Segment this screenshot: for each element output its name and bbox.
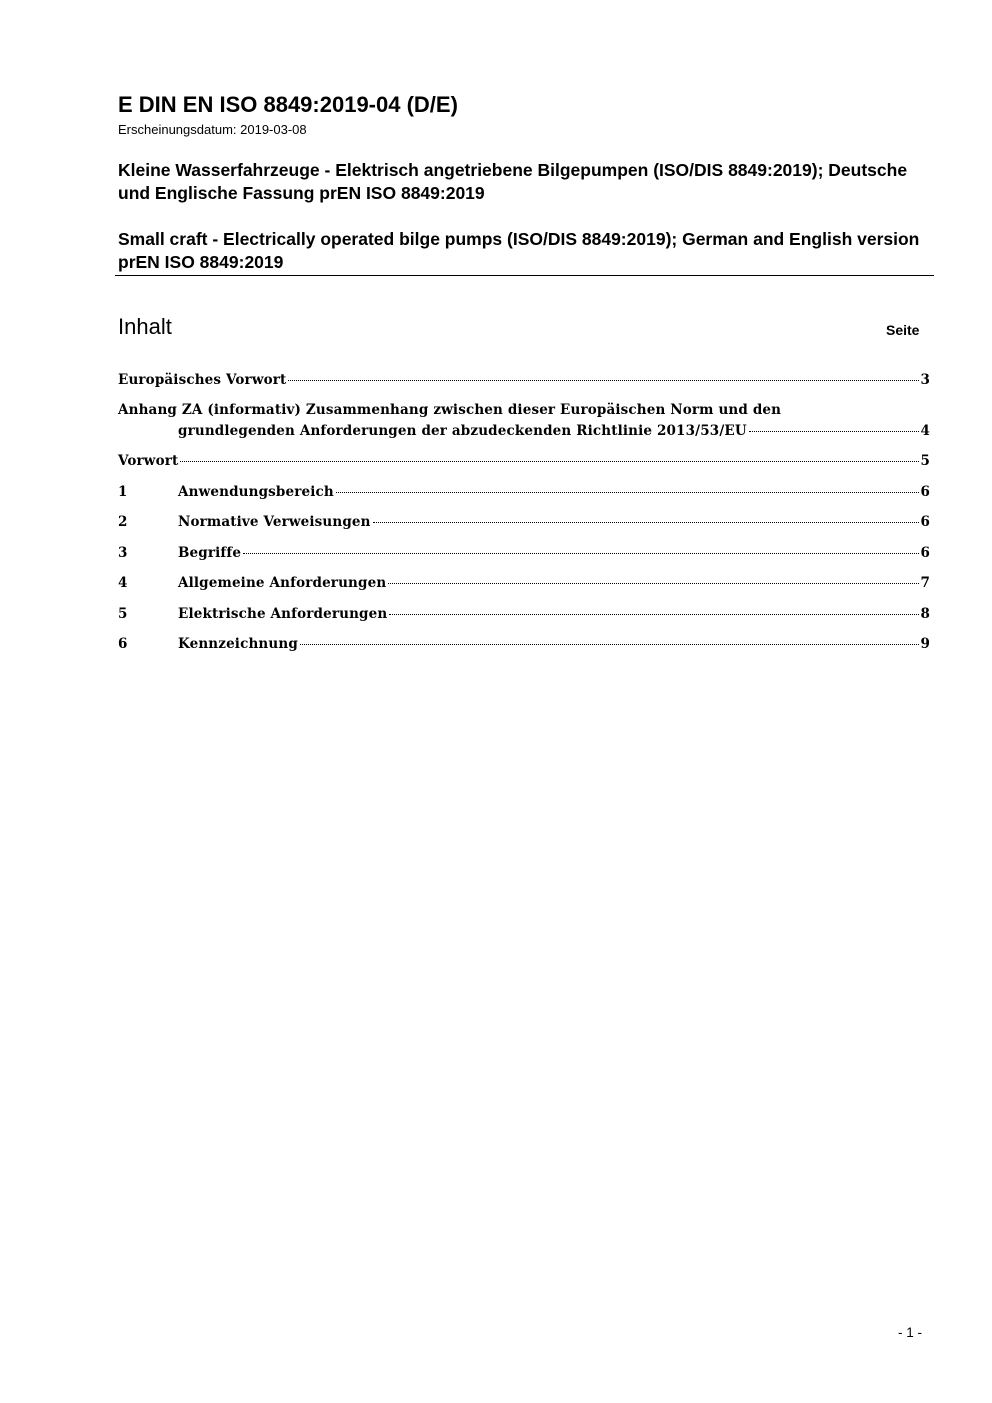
- toc-entry-general-requirements[interactable]: [118, 575, 930, 595]
- toc-entry-normative-references[interactable]: [118, 514, 930, 534]
- toc-entry-title: Anwendungsbereich: [178, 484, 334, 500]
- toc-entry-title: Begriffe: [178, 545, 242, 561]
- toc-entry-terms[interactable]: [118, 545, 930, 565]
- toc-entry-title: Anhang ZA (informativ) Zusammenhang zwischen dieser Europäischen Norm und den: [118, 402, 782, 418]
- toc-leader-dots: [300, 644, 920, 645]
- toc-entry-number: 2: [118, 514, 128, 530]
- toc-heading: Inhalt: [118, 314, 172, 339]
- toc-entry-page: 8: [920, 606, 930, 622]
- toc-entry-title: Vorwort: [118, 453, 179, 469]
- toc-entry-page: 6: [920, 484, 930, 500]
- toc-leader-dots: [243, 553, 919, 554]
- toc-entry-page: 9: [920, 636, 930, 652]
- toc-entry-page: 6: [920, 514, 930, 530]
- toc-entry-title: Allgemeine Anforderungen: [178, 575, 387, 591]
- toc-leader-dots: [388, 583, 919, 584]
- toc-entry-marking[interactable]: [118, 636, 930, 656]
- toc-entry-page: 4: [920, 423, 930, 439]
- toc-entry-number: 3: [118, 545, 128, 561]
- toc-entry-european-foreword[interactable]: [118, 372, 930, 392]
- toc-entry-title-continued: grundlegenden Anforderungen der abzudeckenden Richtlinie 2013/53/EU: [178, 423, 747, 439]
- toc-entry-annex-za-continued[interactable]: [118, 423, 930, 443]
- toc-entry-foreword[interactable]: [118, 453, 930, 473]
- toc-entry-title: Kennzeichnung: [178, 636, 298, 652]
- toc-leader-dots: [180, 461, 919, 462]
- toc-leader-dots: [389, 614, 919, 615]
- toc-entry-page: 6: [920, 545, 930, 561]
- publication-date: Erscheinungsdatum: 2019-03-08: [118, 122, 307, 137]
- toc-page-label: Seite: [886, 322, 920, 338]
- toc-entry-page: 3: [920, 372, 930, 388]
- toc-entry-electrical-requirements[interactable]: [118, 606, 930, 626]
- toc-entry-page: 5: [920, 453, 930, 469]
- page-number: - 1 -: [898, 1325, 923, 1340]
- table-of-contents: [118, 0, 930, 700]
- toc-entry-scope[interactable]: [118, 484, 930, 504]
- toc-entry-number: 1: [118, 484, 128, 500]
- toc-entry-title: Elektrische Anforderungen: [178, 606, 388, 622]
- toc-entry-number: 4: [118, 575, 128, 591]
- toc-entry-number: 6: [118, 636, 128, 652]
- title-german: Kleine Wasserfahrzeuge - Elektrisch angetriebene Bilgepumpen (ISO/DIS 8849:2019); Deutsche und Englische Fassung prEN ISO 8849:2019: [118, 160, 908, 203]
- toc-entry-annex-za[interactable]: [118, 402, 930, 422]
- title-english: Small craft - Electrically operated bilge pumps (ISO/DIS 8849:2019); German and English version prEN ISO 8849:2019: [118, 229, 920, 272]
- toc-entry-page: 7: [920, 575, 930, 591]
- toc-entry-title: Normative Verweisungen: [178, 514, 371, 530]
- toc-entry-number: 5: [118, 606, 128, 622]
- toc-entry-title: Europäisches Vorwort: [118, 372, 287, 388]
- toc-leader-dots: [749, 431, 920, 432]
- toc-leader-dots: [288, 380, 919, 381]
- toc-leader-dots: [336, 492, 920, 493]
- toc-leader-dots: [373, 522, 920, 523]
- document-id: E DIN EN ISO 8849:2019-04 (D/E): [118, 92, 458, 117]
